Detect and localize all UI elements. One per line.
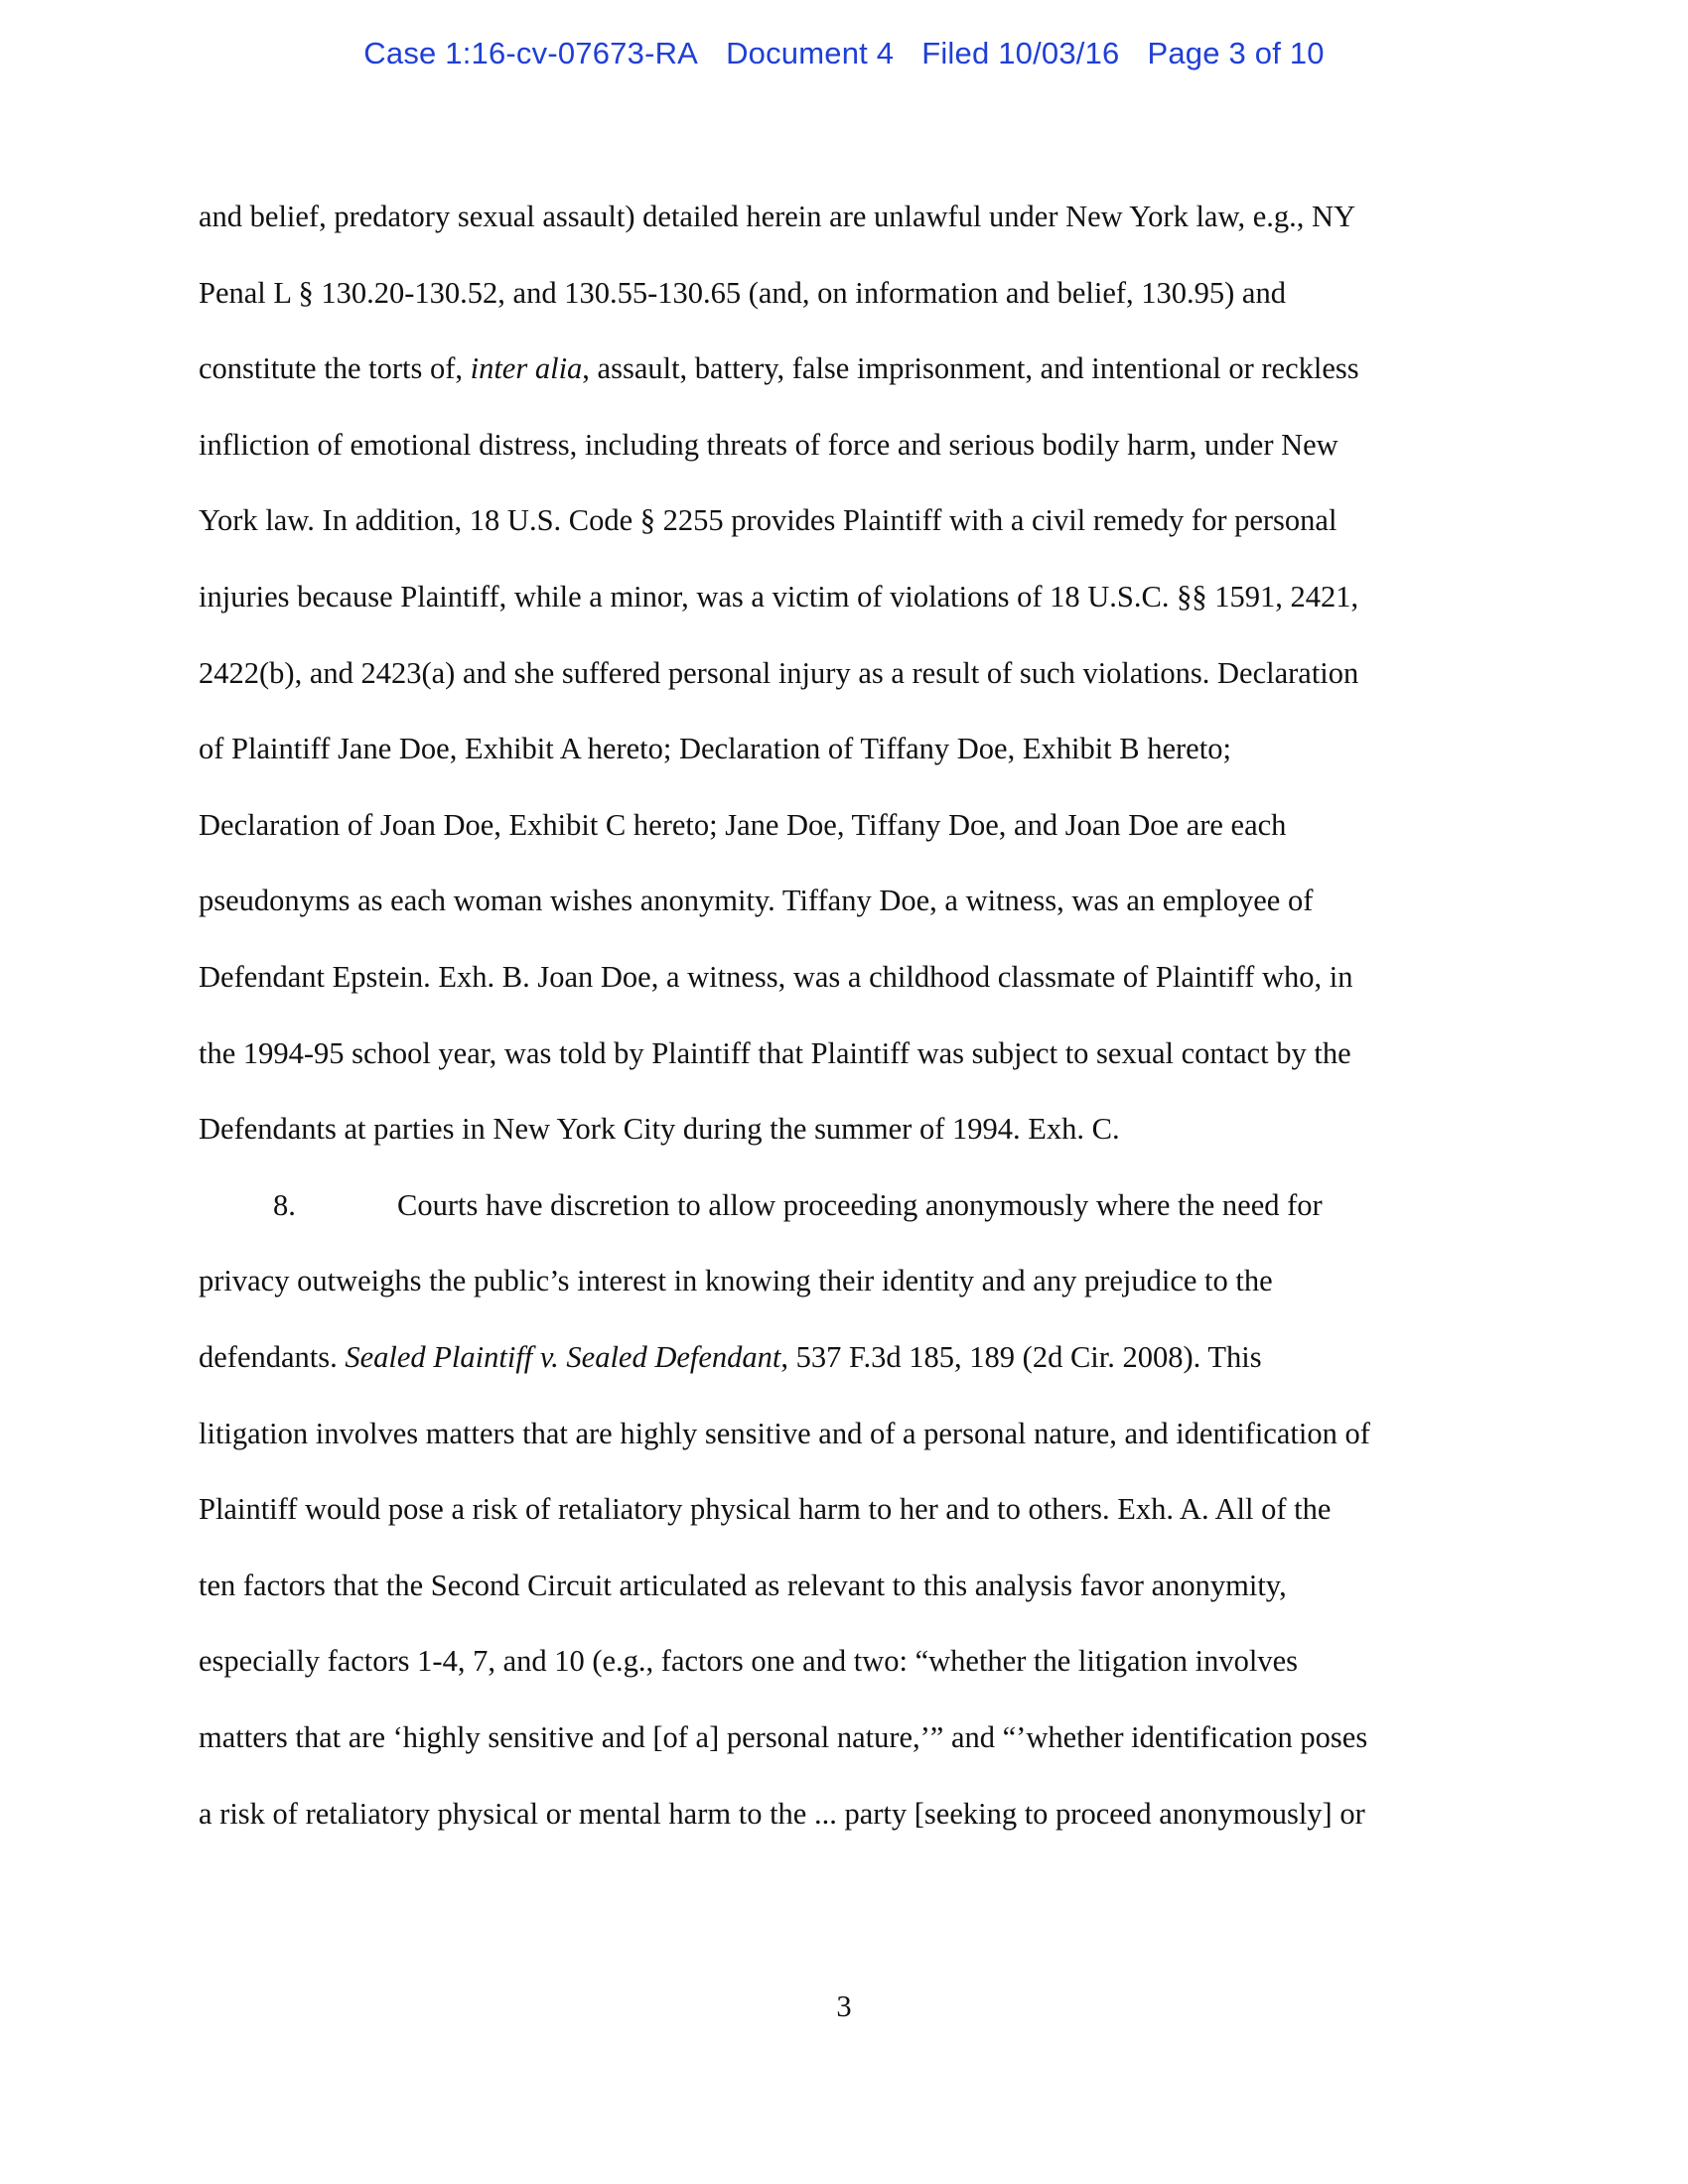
text-line: [199, 1414, 1370, 1453]
document-number: Document 4: [726, 36, 895, 70]
text-segment: constitute the torts of,: [199, 351, 471, 385]
text-segment: matters that are ‘highly sensitive and [of a] personal nature,’” and “’whether identification poses: [199, 1720, 1368, 1754]
text-line: [199, 1717, 1367, 1757]
text-line: [199, 500, 1336, 540]
text-segment: Declaration of Joan Doe, Exhibit C hereto; Jane Doe, Tiffany Doe, and Joan Doe are each: [199, 808, 1287, 842]
italic-text: inter alia: [470, 351, 583, 385]
text-segment: litigation involves matters that are highly sensitive and of a personal nature, and identification of: [199, 1417, 1370, 1450]
text-line: [199, 1337, 1262, 1377]
text-segment: Penal L § 130.20-130.52, and 130.55-130.65 (and, on information and belief, 130.95) and: [199, 276, 1286, 310]
text-line: [199, 1794, 1365, 1834]
text-segment: , assault, battery, false imprisonment, and intentional or reckless: [582, 351, 1359, 385]
text-line: [199, 805, 1286, 845]
filed-date: Filed 10/03/16: [921, 36, 1120, 70]
text-segment: defendants.: [199, 1340, 346, 1374]
text-segment: York law. In addition, 18 U.S. Code § 2255 provides Plaintiff with a civil remedy for personal: [199, 503, 1337, 537]
text-line: [199, 1489, 1331, 1529]
text-line: [199, 1641, 1298, 1681]
text-line: [199, 1033, 1351, 1073]
text-segment: pseudonyms as each woman wishes anonymity. Tiffany Doe, a witness, was an employee of: [199, 884, 1314, 917]
text-segment: especially factors 1-4, 7, and 10 (e.g., factors one and two: “whether the litigation involves: [199, 1644, 1298, 1678]
text-segment: and belief, predatory sexual assault) detailed herein are unlawful under New York law, e.g., NY: [199, 200, 1356, 233]
text-line: [199, 577, 1358, 616]
paragraph-number: 8.: [273, 1188, 296, 1222]
text-segment: of Plaintiff Jane Doe, Exhibit A hereto; Declaration of Tiffany Doe, Exhibit B hereto;: [199, 732, 1231, 765]
italic-text: Sealed Plaintiff v. Sealed Defendant: [345, 1340, 781, 1374]
text-line: [199, 957, 1352, 997]
text-segment: injuries because Plaintiff, while a minor, was a victim of violations of 18 U.S.C. §§ 1591, 2421,: [199, 580, 1359, 614]
text-segment: the 1994-95 school year, was told by Plaintiff that Plaintiff was subject to sexual contact by the: [199, 1036, 1351, 1070]
text-line: [199, 425, 1338, 465]
text-line: [199, 348, 1359, 388]
page-indicator: Page 3 of 10: [1147, 36, 1325, 70]
case-number: Case 1:16-cv-07673-RA: [363, 36, 699, 70]
page-number: 3: [836, 1989, 852, 2023]
text-segment: Plaintiff would pose a risk of retaliatory physical harm to her and to others. Exh. A. All of the: [199, 1492, 1332, 1526]
text-segment: a risk of retaliatory physical or mental harm to the ... party [seeking to proceed anonymously] or: [199, 1797, 1365, 1831]
text-segment: ten factors that the Second Circuit articulated as relevant to this analysis favor anonymity,: [199, 1569, 1287, 1602]
text-line: [199, 197, 1355, 236]
text-line: [397, 1185, 1323, 1225]
text-segment: privacy outweighs the public’s interest in knowing their identity and any prejudice to the: [199, 1264, 1273, 1297]
text-segment: Defendants at parties in New York City during the summer of 1994. Exh. C.: [199, 1112, 1120, 1146]
text-line: [199, 273, 1286, 313]
text-segment: , 537 F.3d 185, 189 (2d Cir. 2008). This: [780, 1340, 1262, 1374]
ecf-header: [0, 36, 1688, 71]
text-line: [199, 881, 1313, 920]
text-segment: Courts have discretion to allow proceeding anonymously where the need for: [397, 1188, 1323, 1222]
text-segment: Defendant Epstein. Exh. B. Joan Doe, a witness, was a childhood classmate of Plaintiff who, in: [199, 960, 1353, 994]
text-line: [199, 1109, 1120, 1149]
text-line: [199, 729, 1231, 768]
text-segment: infliction of emotional distress, including threats of force and serious bodily harm, under New: [199, 428, 1338, 462]
text-line: [199, 1261, 1273, 1300]
text-segment: 2422(b), and 2423(a) and she suffered personal injury as a result of such violations. Declaration: [199, 656, 1359, 690]
text-line: [199, 653, 1358, 693]
text-line: [199, 1566, 1287, 1605]
